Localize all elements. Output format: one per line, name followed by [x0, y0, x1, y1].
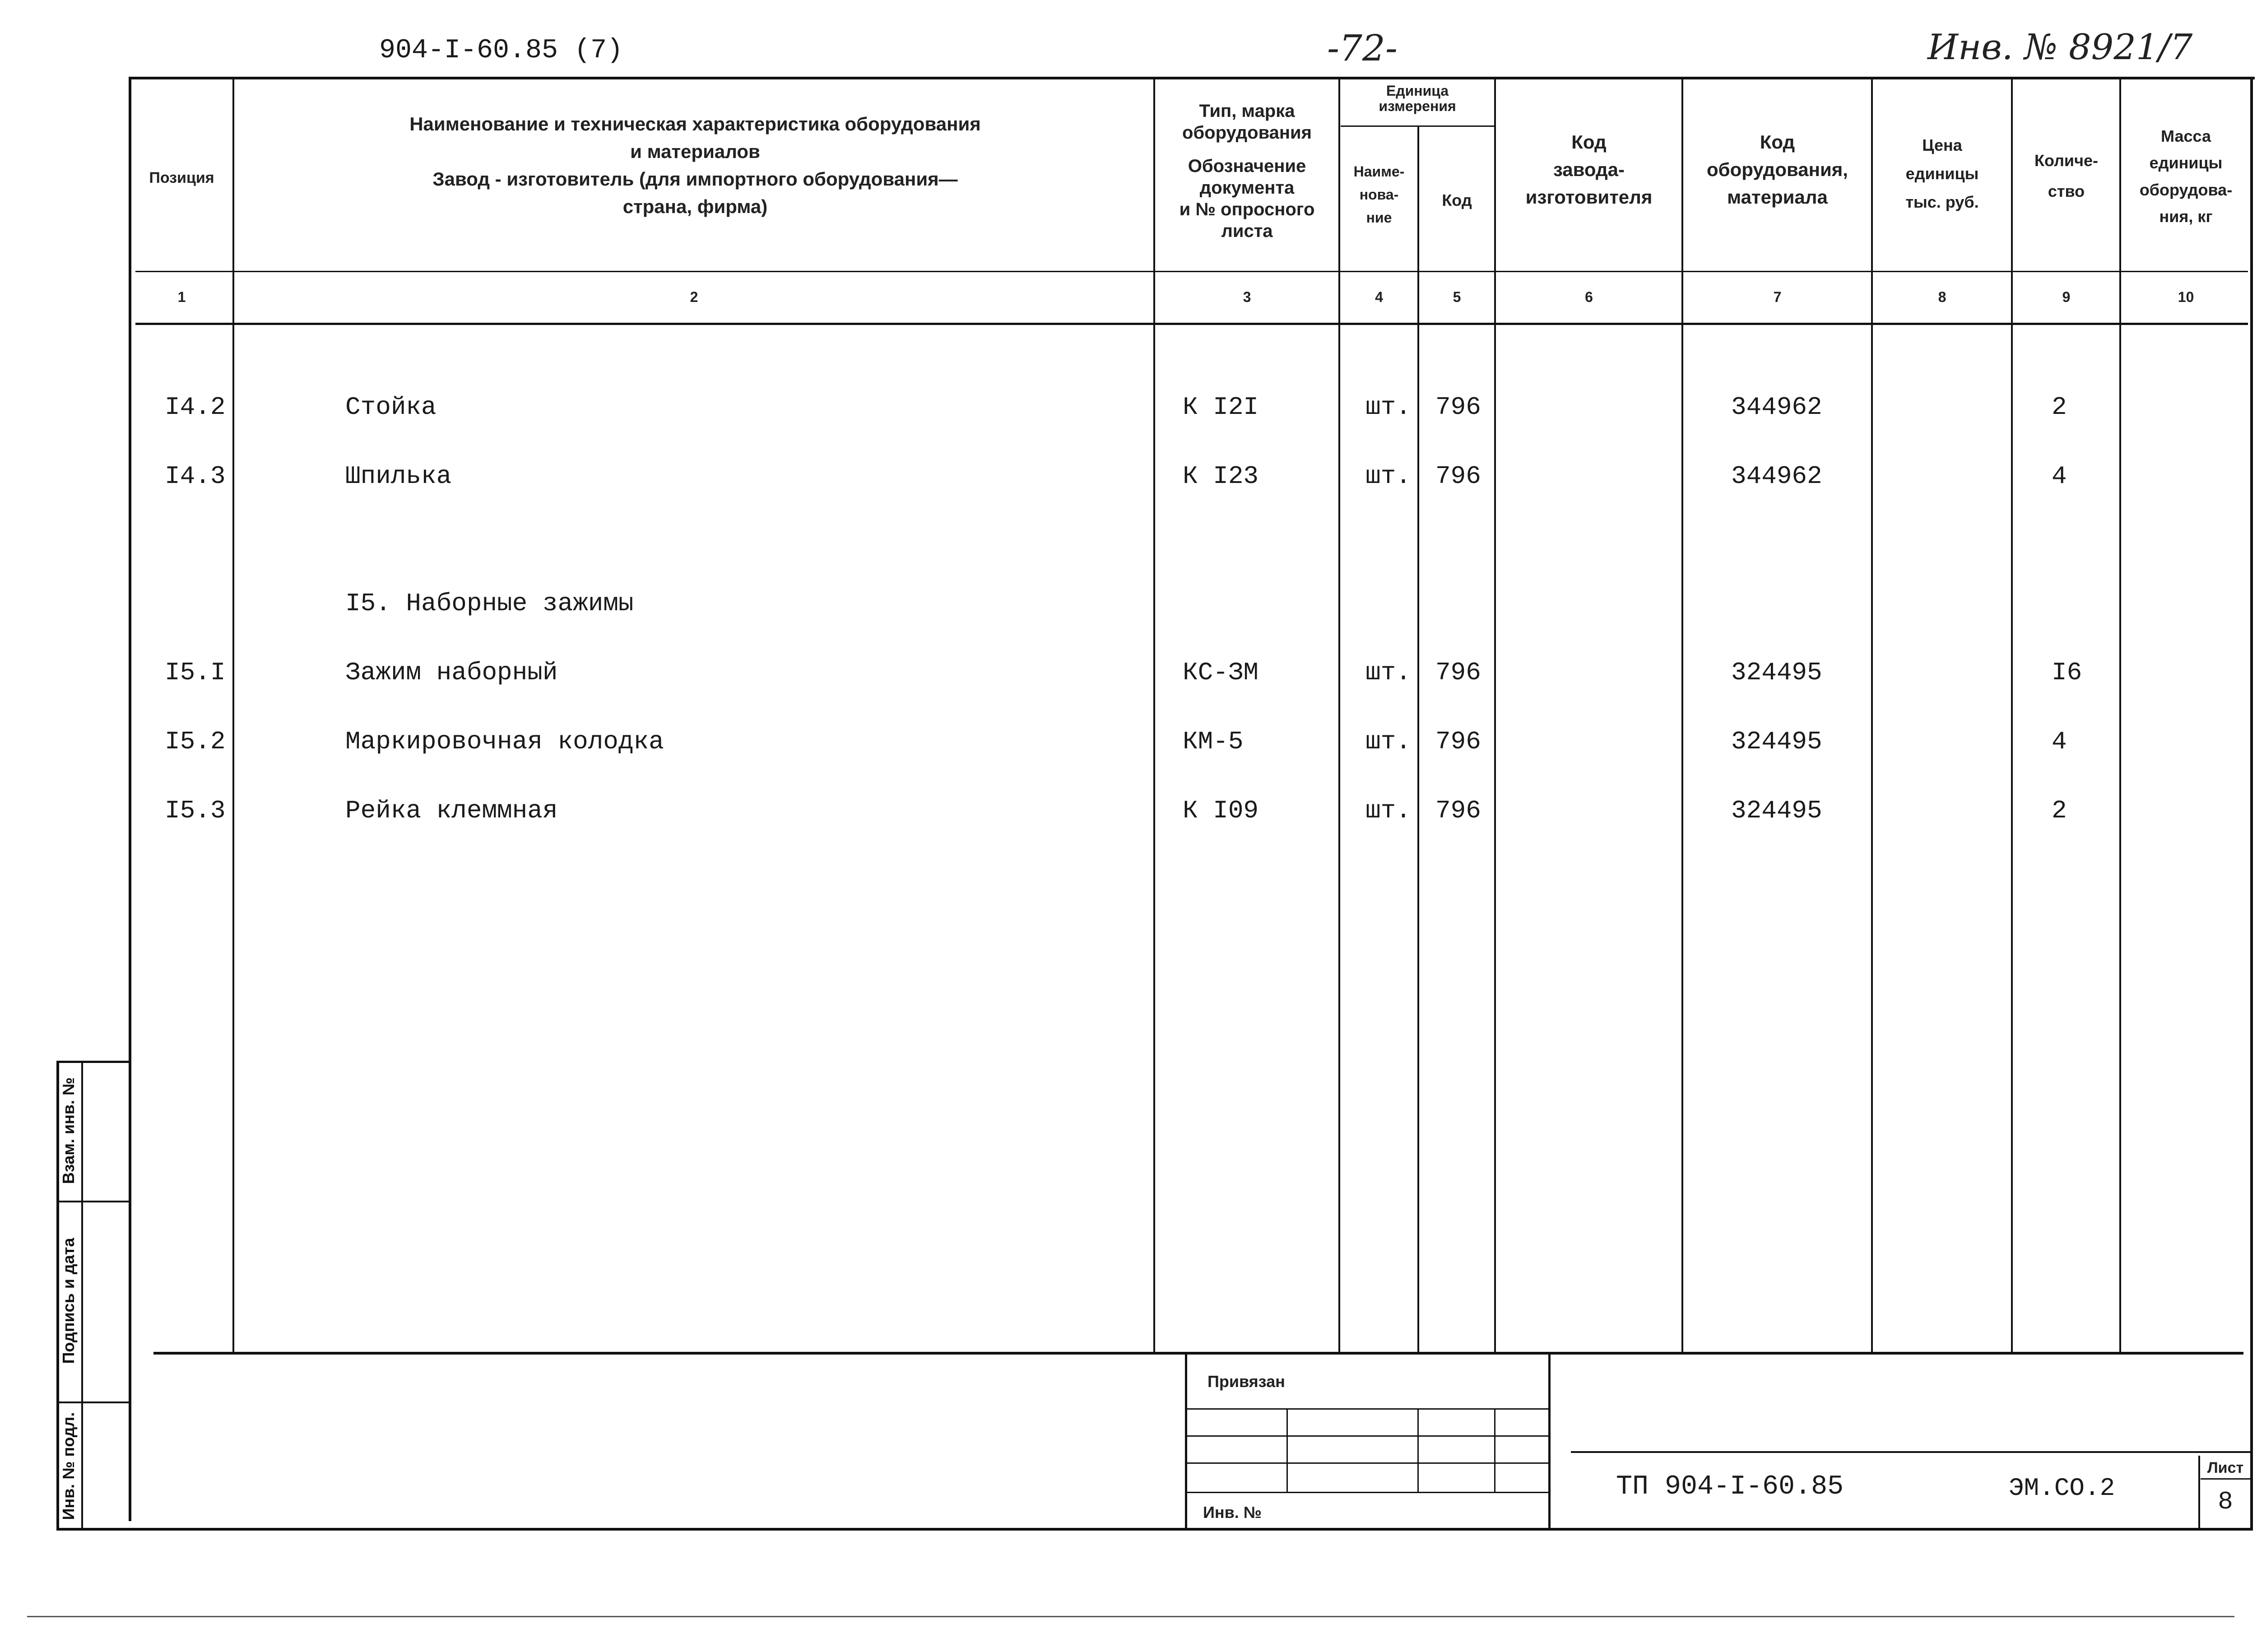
equipment-code-line2: оборудования, [1707, 158, 1848, 180]
cell-unit-code: 796 [1435, 796, 1481, 825]
col-header-type-line6: листа [1221, 221, 1273, 241]
cell-type: К I09 [1183, 796, 1259, 825]
cell-type: КМ-5 [1183, 727, 1244, 756]
cell-unit: шт. [1365, 727, 1411, 756]
col-header-unit-name [1341, 160, 1417, 230]
column-number: 5 [1453, 289, 1461, 305]
col-header-name-line1: Наименование и техническая характеристика оборудования [409, 113, 981, 135]
title-doc-code: ТП 904-I-60.85 [1616, 1471, 1844, 1502]
cell-position: I4.2 [165, 393, 226, 422]
page-number: -72- [1327, 27, 1398, 69]
col-header-position: Позиция [149, 169, 214, 186]
cell-quantity: I6 [2052, 658, 2082, 687]
col-header-type [1156, 100, 1338, 242]
cell-equipment-code: 344962 [1731, 393, 1822, 422]
cell-name: Стойка [345, 393, 437, 422]
cell-type: К I23 [1183, 462, 1259, 491]
col-header-equipment-code [1684, 129, 1871, 211]
col-header-quantity [2013, 145, 2119, 207]
cell-unit: шт. [1365, 658, 1411, 687]
unit-name-line2: нова- [1359, 186, 1399, 203]
unit-group-line2: измерения [1379, 97, 1456, 114]
column-number: 6 [1585, 289, 1593, 305]
sheet-number: 8 [2218, 1487, 2233, 1516]
quantity-line2: ство [2048, 182, 2085, 201]
cell-position: I5.2 [165, 727, 226, 756]
sheet-label: Лист [2207, 1459, 2244, 1476]
cell-position: I5.3 [165, 796, 226, 825]
col-header-name-line3: Завод - изготовитель (для импортного оборудования— [432, 168, 958, 190]
title-sheet-code: ЭМ.СО.2 [2009, 1474, 2115, 1503]
equipment-code-line1: Код [1760, 131, 1795, 153]
col-header-factory-code [1496, 129, 1681, 211]
price-line3: тыс. руб. [1905, 193, 1979, 211]
column-number: 2 [690, 289, 698, 305]
mass-line1: Масса [2161, 127, 2211, 145]
column-number: 9 [2062, 289, 2071, 305]
col-header-mass [2122, 123, 2250, 230]
column-number: 4 [1375, 289, 1383, 305]
cell-position: I4.3 [165, 462, 226, 491]
cell-unit-code: 796 [1435, 462, 1481, 491]
cell-quantity: 4 [2052, 727, 2067, 756]
document-code-top: 904-I-60.85 (7) [379, 35, 623, 66]
col-header-type-line2: оборудования [1182, 123, 1312, 143]
column-number: 3 [1243, 289, 1251, 305]
col-header-name [253, 111, 1138, 221]
quantity-line1: Количе- [2034, 151, 2098, 170]
column-number: 7 [1773, 289, 1782, 305]
cell-quantity: 4 [2052, 462, 2067, 491]
cell-equipment-code: 324495 [1731, 658, 1822, 687]
factory-code-line3: изготовителя [1525, 186, 1653, 208]
col-header-type-line4: документа [1199, 178, 1295, 198]
price-line2: единицы [1905, 164, 1979, 183]
stamp-inv-original: Инв. № подл. [59, 1412, 78, 1520]
column-number: 1 [177, 289, 186, 305]
price-line1: Цена [1922, 136, 1962, 154]
stamp-signature-date: Подпись и дата [59, 1238, 78, 1364]
section-heading: I5. Наборные зажимы [345, 589, 634, 618]
factory-code-line1: Код [1571, 131, 1607, 153]
col-header-type-line3: Обозначение [1188, 156, 1306, 176]
unit-group-line1: Единица [1386, 83, 1449, 99]
stamp-vzam-inv: Взам. инв. № [59, 1077, 78, 1184]
factory-code-line2: завода- [1553, 158, 1625, 180]
col-header-type-line5: и № опросного [1179, 200, 1315, 219]
mass-line4: ния, кг [2159, 207, 2213, 226]
cell-equipment-code: 344962 [1731, 462, 1822, 491]
col-header-price [1873, 131, 2011, 216]
sheet-bottom-edge [27, 1616, 2234, 1617]
cell-equipment-code: 324495 [1731, 727, 1822, 756]
cell-unit-code: 796 [1435, 727, 1481, 756]
cell-unit-code: 796 [1435, 393, 1481, 422]
cell-position: I5.I [165, 658, 226, 687]
cell-name: Зажим наборный [345, 658, 558, 687]
inventory-number: Инв. № 8921/7 [1927, 27, 2193, 68]
cell-type: К I2I [1183, 393, 1259, 422]
col-header-name-line4: страна, фирма) [622, 195, 768, 217]
cell-equipment-code: 324495 [1731, 796, 1822, 825]
cell-unit: шт. [1365, 796, 1411, 825]
cell-unit: шт. [1365, 462, 1411, 491]
unit-name-line3: ние [1366, 209, 1392, 226]
col-header-unit-group [1341, 84, 1494, 114]
column-number: 10 [2178, 289, 2194, 305]
unit-name-line1: Наиме- [1353, 163, 1405, 180]
col-header-type-line1: Тип, марка [1199, 101, 1295, 121]
cell-name: Маркировочная колодка [345, 727, 664, 756]
mass-line3: оборудова- [2139, 180, 2233, 199]
cell-unit-code: 796 [1435, 658, 1481, 687]
col-header-unit-code: Код [1442, 191, 1472, 209]
cell-name: Рейка клеммная [345, 796, 558, 825]
cell-unit: шт. [1365, 393, 1411, 422]
cell-quantity: 2 [2052, 796, 2067, 825]
cell-quantity: 2 [2052, 393, 2067, 422]
mass-line2: единицы [2149, 153, 2223, 172]
col-header-name-line2: и материалов [630, 140, 760, 162]
equipment-code-line3: материала [1727, 186, 1828, 208]
inv-number-label: Инв. № [1203, 1503, 1262, 1522]
cell-type: КС-ЗМ [1183, 658, 1259, 687]
privyazan-label: Привязан [1207, 1372, 1285, 1391]
column-number: 8 [1938, 289, 1946, 305]
cell-name: Шпилька [345, 462, 452, 491]
